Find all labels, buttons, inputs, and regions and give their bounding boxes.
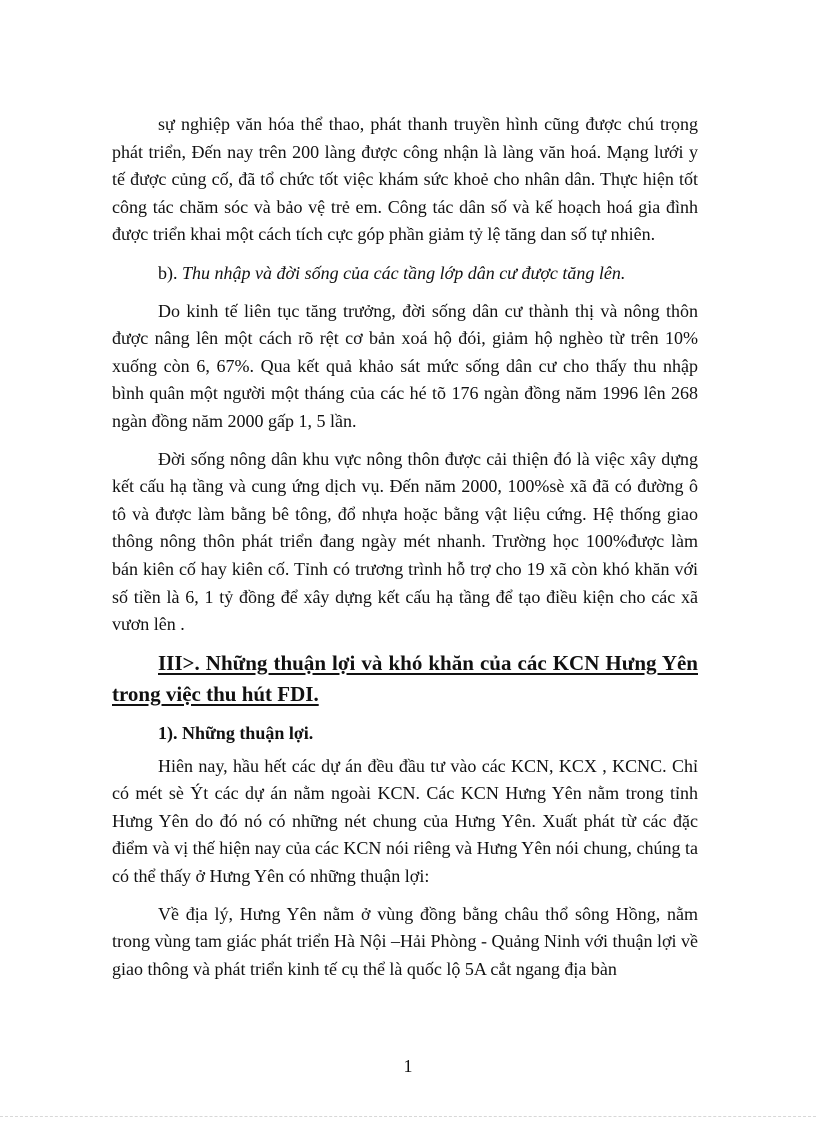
section-b-heading xyxy=(112,260,698,288)
page-bottom-divider xyxy=(0,1116,816,1117)
paragraph-advantages-intro: Hiên nay, hầu hết các dự án đều đầu tư vào các KCN, KCX , KCNC. Chỉ có mét sè Ýt các dự án nằm ngoài KCN. Các KCN Hưng Yên nằm trong tỉnh Hưng Yên do đó nó có những nét chung của Hưng Yên. Xuất phát từ các đặc điểm và vị thế hiện nay của các KCN nói riêng và Hưng Yên nói chung, chúng ta có thể thấy ở Hưng Yên có những thuận lợi: xyxy=(112,755,698,887)
paragraph-rural-life: Đời sống nông dân khu vực nông thôn được cải thiện đó là việc xây dựng kết cấu hạ tầng và cung ứng dịch vụ. Đến năm 2000, 100%sè xã đã có đường ô tô và được làm bằng bê tông, đổ nhựa hoặc bằng vật liệu cứng. Hệ thống giao thông nông thôn phát triển đang ngày mét nhanh. Trường học 100%được làm bán kiên cố hay kiên cố. Tỉnh có trương trình hỗ trợ cho 19 xã còn khó khăn với số tiền là 6, 1 tỷ đồng để xây dựng kết cấu hạ tầng để tạo điều kiện cho các xã vươn lên . xyxy=(112,448,698,635)
section-b-title: Thu nhập và đời sống của các tầng lớp dân cư được tăng lên. xyxy=(182,262,626,283)
section-b-marker: b). xyxy=(158,262,178,283)
paragraph-income: Do kinh tế liên tục tăng trưởng, đời sống dân cư thành thị và nông thôn được nâng lên một cách rõ rệt cơ bản xoá hộ đói, giảm hộ nghèo từ trên 10% xuống còn 6, 67%. Qua kết quả khảo sát mức sống dân cư cho thấy thu nhập bình quân một người một tháng của các hé tõ 176 ngàn đồng năm 1996 lên 268 ngàn đồng năm 2000 gấp 1, 5 lần. xyxy=(112,300,698,431)
subsection-1-heading: 1). Những thuận lợi. xyxy=(158,722,314,743)
paragraph-culture-health: sự nghiệp văn hóa thể thao, phát thanh truyền hình cũng được chú trọng phát triển, Đến nay trên 200 làng được công nhận là làng văn hoá. Mạng lưới y tế được củng cố, đã tổ chức tốt việc khám sức khoẻ cho nhân dân. Thực hiện tốt công tác chăm sóc và bảo vệ trẻ em. Công tác dân số và kế hoạch hoá gia đình được triển khai một cách tích cực góp phần giảm tỷ lệ tăng dan số tự nhiên. xyxy=(112,114,698,245)
document-body xyxy=(112,111,698,983)
section-iii-heading-text: III>. Những thuận lợi và khó khăn của các KCN Hưng Yên trong việc thu hút FDI. xyxy=(112,650,698,706)
section-iii-heading xyxy=(112,648,698,710)
page-number: 1 xyxy=(403,1056,413,1076)
paragraph-geography: Về địa lý, Hưng Yên nằm ở vùng đồng bằng châu thổ sông Hồng, nằm trong vùng tam giác phát triển Hà Nội –Hải Phòng - Quảng Ninh với thuận lợi về giao thông và phát triển kinh tế cụ thể là quốc lộ 5A cắt ngang địa bàn xyxy=(112,903,698,979)
